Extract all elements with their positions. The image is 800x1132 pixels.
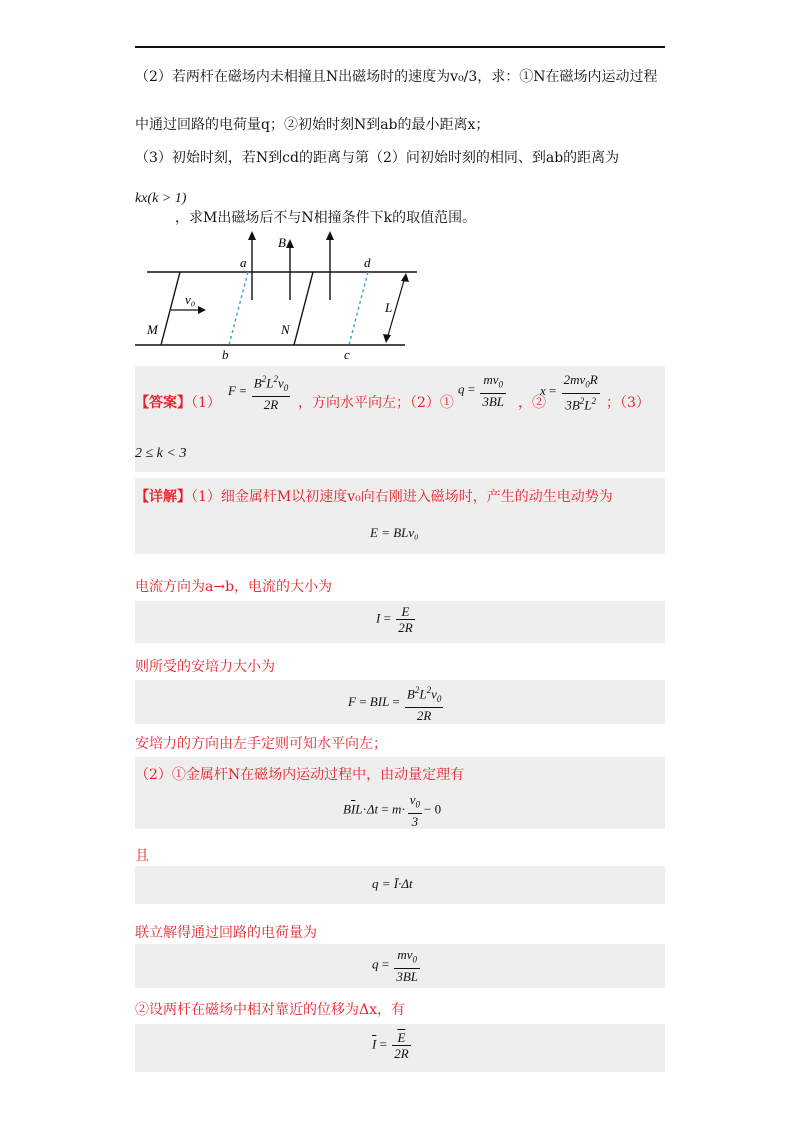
solution-step-7: 联立解得通过回路的电荷量为: [135, 925, 317, 941]
answer-part-1: （1）: [191, 395, 221, 411]
width-arrow-head-bottom: [383, 334, 391, 343]
answer-k-range: 2 ≤ k < 3: [135, 446, 187, 461]
solution-step-4: 安培力的方向由左手定则可知水平向左；: [135, 736, 387, 752]
rod-M: [161, 272, 180, 345]
answer-direction: ，方向水平向左；（2）①: [298, 395, 454, 411]
label-v0: v₀: [185, 292, 196, 307]
answer-tag: 【答案】: [135, 395, 191, 411]
eq-average-current: $\overline{I}$ = $\frac{\overline{E}}{2R}$: [372, 1030, 409, 1061]
velocity-arrow-head: [198, 306, 206, 314]
label-a: a: [240, 255, 247, 270]
solution-step-8: ②设两杆在磁场中相对靠近的位移为Δx，有: [135, 1002, 406, 1018]
solution-step-6: 且: [135, 848, 149, 864]
field-arrow-1-head: [248, 231, 256, 240]
answer-line-1: [135, 392, 221, 412]
label-L: L: [385, 300, 393, 315]
solution-step-2: 电流方向为a→b，电流的大小为: [135, 579, 333, 595]
answer-eq-x: x = $\frac{2mv_0R}{3B^2L^2}$: [540, 372, 598, 412]
question-line-4: [135, 190, 476, 227]
top-rule: [135, 46, 665, 48]
solution-step-3: 则所受的安培力大小为: [135, 659, 275, 675]
width-arrow-head-top: [401, 273, 409, 282]
eq-charge: q = Ī·Δt: [372, 876, 413, 891]
solution-step-5: （2）①金属杆N在磁场内运动过程中，由动量定理有: [135, 767, 465, 783]
answer-eq-q: q = $\frac{mv_0}{3BL}$: [458, 372, 505, 409]
k-condition: kx(k > 1): [135, 191, 187, 206]
field-arrow-2-head: [286, 239, 294, 248]
eq-charge-result: q = $\frac{mv_0}{3BL}$: [372, 947, 419, 984]
question-line-1: [135, 66, 658, 86]
label-M: M: [147, 322, 158, 337]
question-line-4-text: ，求M出磁场后不与N相撞条件下k的取值范围。: [175, 210, 477, 226]
boundary-cd: [349, 272, 368, 345]
answer-sep-2: ，②: [518, 395, 546, 411]
eq-momentum: $B\overline{I}L\cdot\Delta t = m\cdot$ $\frac{v_0}{3}$ − 0: [343, 792, 442, 829]
label-b: b: [222, 347, 229, 362]
answer-eq-F: F = $\frac{B^2L^2v_0}{2R}$: [228, 374, 289, 412]
field-arrow-3-head: [326, 231, 334, 240]
rod-N: [294, 272, 313, 345]
label-N: N: [281, 322, 290, 337]
question-line-3: （3）初始时刻，若N到cd的距离与第（2）问初始时刻的相同、到ab的距离为: [135, 150, 620, 166]
boundary-ab: [229, 272, 248, 345]
solution-step-1: （1）细金属杆M以初速度v₀向右刚进入磁场时，产生的动生电动势为: [191, 489, 613, 505]
label-B: B: [278, 235, 286, 250]
label-c: c: [344, 347, 350, 362]
question-line-2: 中通过回路的电荷量q；②初始时刻N到ab的最小距离x；: [135, 117, 490, 133]
label-d: d: [364, 255, 371, 270]
eq-ampere-force: F = BIL = $\frac{B^2L^2v_0}{2R}$: [348, 685, 442, 723]
question-line-1-text: （2）若两杆在磁场内未相撞且N出磁场时的速度为v₀/3，求：①N在磁场内运动过程: [135, 69, 658, 85]
solution-line-1: [135, 486, 613, 506]
solution-tag: 【详解】: [135, 489, 191, 505]
magnetic-field-figure: [135, 225, 435, 365]
eq-current: I = $\frac{E}{2R}$: [376, 604, 413, 635]
eq-emf: E = BLv₀: [370, 525, 419, 540]
answer-part-3: ；（3）: [606, 395, 650, 411]
